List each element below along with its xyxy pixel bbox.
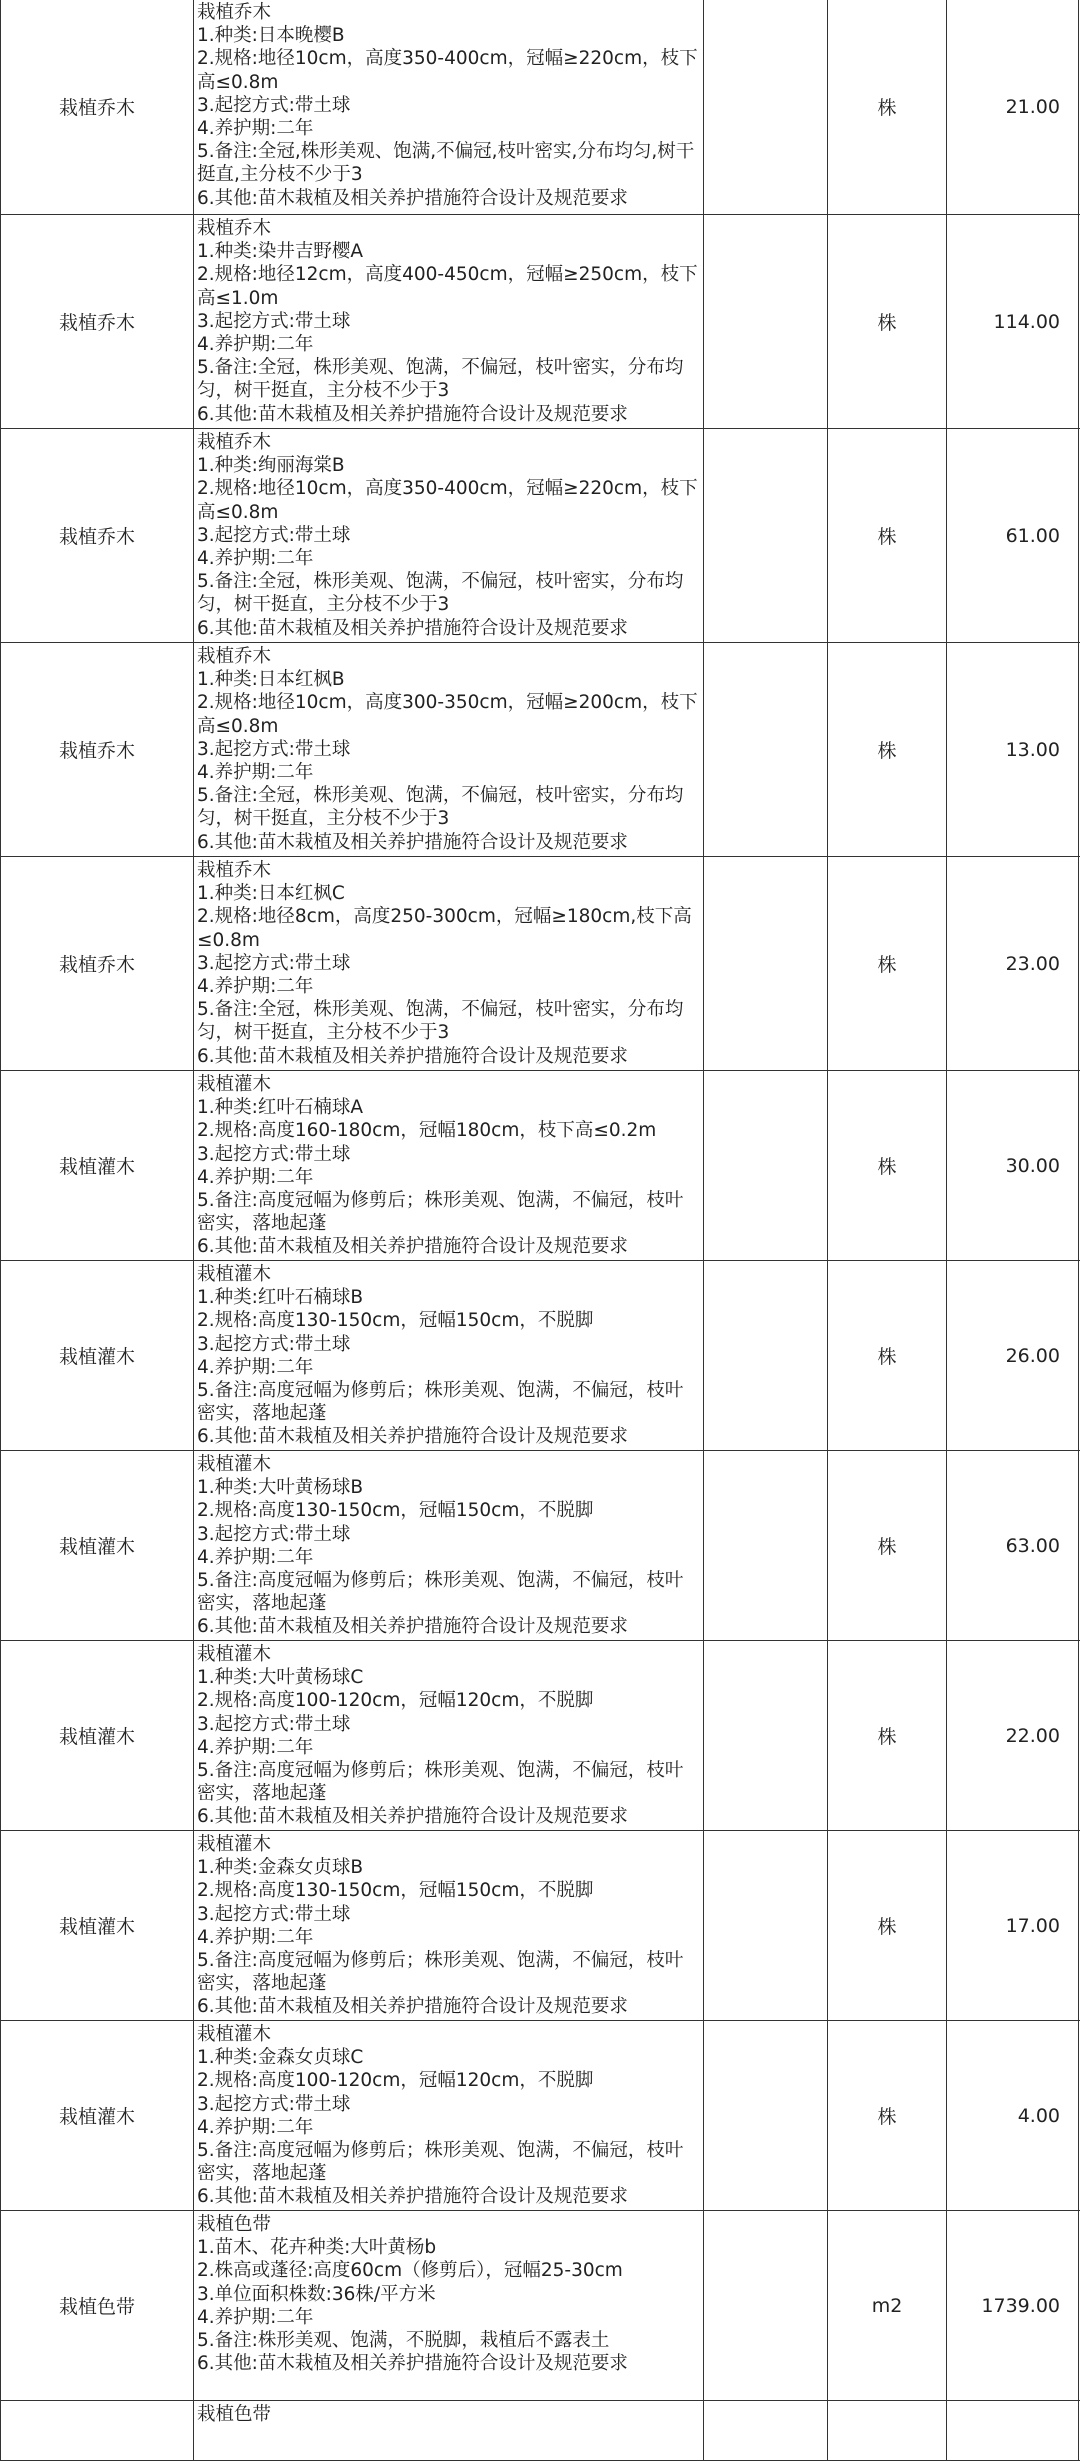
description-line: 2.规格:高度130-150cm，冠幅150cm，不脱脚	[197, 1499, 699, 1522]
table-row	[1, 0, 1080, 215]
description-line: 5.备注:全冠，株形美观、饱满，不偏冠，枝叶密实，分布均匀，树干挺直，主分枝不少于3	[197, 998, 699, 1044]
table-row	[1, 1831, 1080, 2021]
item-name-cell: 栽植灌木	[1, 1831, 194, 2021]
description-line: 栽植灌木	[197, 2023, 699, 2046]
description-line: 栽植色带	[197, 2403, 699, 2426]
description-line: 3.起挖方式:带土球	[197, 1333, 699, 1356]
unit-cell: 株	[828, 429, 947, 643]
description-line: 1.种类:大叶黄杨球C	[197, 1666, 699, 1689]
description-line: 4.养护期:二年	[197, 1356, 699, 1379]
quantity-cell: 63.00	[947, 1451, 1079, 1641]
table-row	[1, 2021, 1080, 2211]
description-line: 6.其他:苗木栽植及相关养护措施符合设计及规范要求	[197, 1425, 699, 1448]
description-line: 6.其他:苗木栽植及相关养护措施符合设计及规范要求	[197, 617, 699, 640]
description-line: 栽植乔木	[197, 1, 699, 24]
description-line: 4.养护期:二年	[197, 761, 699, 784]
description-line: 6.其他:苗木栽植及相关养护措施符合设计及规范要求	[197, 1235, 699, 1258]
item-description-cell	[194, 1641, 704, 1831]
item-description-cell	[194, 215, 704, 429]
item-name-cell: 栽植乔木	[1, 857, 194, 1071]
quantity-cell: 30.00	[947, 1071, 1079, 1261]
item-name-cell: 栽植乔木	[1, 215, 194, 429]
description-line: 2.规格:地径10cm，高度350-400cm，冠幅≥220cm，枝下高≤0.8m	[197, 477, 699, 523]
description-line: 3.起挖方式:带土球	[197, 1523, 699, 1546]
description-line: 3.起挖方式:带土球	[197, 1143, 699, 1166]
blank-cell	[704, 1641, 828, 1831]
item-name-cell: 栽植乔木	[1, 0, 194, 215]
unit-cell: 株	[828, 857, 947, 1071]
unit-cell: 株	[828, 0, 947, 215]
description-line: 3.起挖方式:带土球	[197, 94, 699, 117]
item-description-cell	[194, 2401, 704, 2461]
description-line: 栽植灌木	[197, 1833, 699, 1856]
description-line: 栽植灌木	[197, 1073, 699, 1096]
table-row	[1, 857, 1080, 1071]
unit-cell: 株	[828, 1831, 947, 2021]
description-line: 5.备注:全冠，株形美观、饱满，不偏冠，枝叶密实，分布均匀，树干挺直，主分枝不少于3	[197, 570, 699, 616]
description-line: 6.其他:苗木栽植及相关养护措施符合设计及规范要求	[197, 831, 699, 854]
unit-cell: 株	[828, 1261, 947, 1451]
description-line: 4.养护期:二年	[197, 1166, 699, 1189]
description-line: 1.种类:红叶石楠球B	[197, 1286, 699, 1309]
blank-cell	[704, 1451, 828, 1641]
description-line: 4.养护期:二年	[197, 1546, 699, 1569]
description-line: 1.种类:日本红枫B	[197, 668, 699, 691]
table-row	[1, 1641, 1080, 1831]
table-row	[1, 643, 1080, 857]
description-line: 2.规格:高度100-120cm，冠幅120cm，不脱脚	[197, 2069, 699, 2092]
table-row	[1, 1261, 1080, 1451]
description-line: 3.起挖方式:带土球	[197, 310, 699, 333]
blank-cell	[704, 643, 828, 857]
table-row	[1, 2211, 1080, 2401]
unit-cell: 株	[828, 1641, 947, 1831]
description-line: 3.起挖方式:带土球	[197, 952, 699, 975]
description-line: 1.种类:金森女贞球B	[197, 1856, 699, 1879]
unit-cell: m2	[828, 2211, 947, 2401]
description-line: 5.备注:全冠,株形美观、饱满,不偏冠,枝叶密实,分布均匀,树干挺直,主分枝不少于3	[197, 140, 699, 186]
description-line: 1.种类:染井吉野樱A	[197, 240, 699, 263]
blank-cell	[704, 429, 828, 643]
item-name-cell: 栽植色带	[1, 2211, 194, 2401]
table-row	[1, 2401, 1080, 2461]
item-description-cell	[194, 0, 704, 215]
blank-cell	[704, 1261, 828, 1451]
description-line: 2.规格:地径12cm，高度400-450cm，冠幅≥250cm，枝下高≤1.0m	[197, 263, 699, 309]
description-line: 6.其他:苗木栽植及相关养护措施符合设计及规范要求	[197, 1805, 699, 1828]
description-line: 6.其他:苗木栽植及相关养护措施符合设计及规范要求	[197, 2185, 699, 2208]
item-description-cell	[194, 1071, 704, 1261]
description-line: 栽植灌木	[197, 1643, 699, 1666]
item-name-cell: 栽植灌木	[1, 2021, 194, 2211]
item-description-cell	[194, 2211, 704, 2401]
blank-cell	[704, 2021, 828, 2211]
item-description-cell	[194, 1451, 704, 1641]
item-name-cell	[1, 2401, 194, 2461]
description-line: 1.种类:绚丽海棠B	[197, 454, 699, 477]
description-line: 4.养护期:二年	[197, 547, 699, 570]
description-line: 3.起挖方式:带土球	[197, 1903, 699, 1926]
quantity-cell: 61.00	[947, 429, 1079, 643]
description-line: 1.种类:金森女贞球C	[197, 2046, 699, 2069]
description-line: 1.种类:大叶黄杨球B	[197, 1476, 699, 1499]
description-line: 2.规格:高度160-180cm，冠幅180cm，枝下高≤0.2m	[197, 1119, 699, 1142]
description-line: 2.规格:地径10cm，高度300-350cm，冠幅≥200cm，枝下高≤0.8m	[197, 691, 699, 737]
description-line: 栽植乔木	[197, 645, 699, 668]
blank-cell	[704, 2211, 828, 2401]
item-description-cell	[194, 857, 704, 1071]
description-line: 栽植色带	[197, 2213, 699, 2236]
description-line: 2.规格:高度100-120cm，冠幅120cm，不脱脚	[197, 1689, 699, 1712]
description-line: 6.其他:苗木栽植及相关养护措施符合设计及规范要求	[197, 2352, 699, 2375]
table-row	[1, 215, 1080, 429]
description-line: 栽植灌木	[197, 1263, 699, 1286]
description-line: 5.备注:高度冠幅为修剪后；株形美观、饱满，不偏冠，枝叶密实，落地起蓬	[197, 1379, 699, 1425]
item-description-cell	[194, 429, 704, 643]
description-line: 2.规格:地径8cm，高度250-300cm，冠幅≥180cm,枝下高≤0.8m	[197, 905, 699, 951]
blank-cell	[704, 2401, 828, 2461]
table-row	[1, 1451, 1080, 1641]
quantity-cell: 23.00	[947, 857, 1079, 1071]
description-line: 1.种类:日本红枫C	[197, 882, 699, 905]
description-line: 5.备注:高度冠幅为修剪后；株形美观、饱满，不偏冠，枝叶密实，落地起蓬	[197, 1949, 699, 1995]
quantity-cell: 22.00	[947, 1641, 1079, 1831]
quantity-cell: 17.00	[947, 1831, 1079, 2021]
description-line: 6.其他:苗木栽植及相关养护措施符合设计及规范要求	[197, 403, 699, 426]
unit-cell: 株	[828, 2021, 947, 2211]
description-line: 6.其他:苗木栽植及相关养护措施符合设计及规范要求	[197, 1995, 699, 2018]
quantity-cell: 1739.00	[947, 2211, 1079, 2401]
table-row	[1, 429, 1080, 643]
description-line: 5.备注:全冠，株形美观、饱满，不偏冠，枝叶密实，分布均匀，树干挺直，主分枝不少于3	[197, 356, 699, 402]
item-name-cell: 栽植乔木	[1, 429, 194, 643]
description-line: 3.单位面积株数:36株/平方米	[197, 2283, 699, 2306]
description-line: 5.备注:株形美观、饱满，不脱脚，栽植后不露表土	[197, 2329, 699, 2352]
item-name-cell: 栽植灌木	[1, 1641, 194, 1831]
description-line: 栽植灌木	[197, 1453, 699, 1476]
description-line: 4.养护期:二年	[197, 1736, 699, 1759]
description-line: 4.养护期:二年	[197, 2116, 699, 2139]
description-line: 3.起挖方式:带土球	[197, 738, 699, 761]
quantity-cell: 21.00	[947, 0, 1079, 215]
description-line: 2.规格:高度130-150cm，冠幅150cm，不脱脚	[197, 1879, 699, 1902]
description-line: 栽植乔木	[197, 217, 699, 240]
description-line: 栽植乔木	[197, 431, 699, 454]
description-line: 1.种类:红叶石楠球A	[197, 1096, 699, 1119]
unit-cell: 株	[828, 215, 947, 429]
quantity-cell	[947, 2401, 1079, 2461]
description-line: 5.备注:高度冠幅为修剪后；株形美观、饱满，不偏冠，枝叶密实，落地起蓬	[197, 1189, 699, 1235]
item-name-cell: 栽植灌木	[1, 1261, 194, 1451]
item-name-cell: 栽植灌木	[1, 1451, 194, 1641]
description-line: 5.备注:高度冠幅为修剪后；株形美观、饱满，不偏冠，枝叶密实，落地起蓬	[197, 2139, 699, 2185]
quantity-cell: 4.00	[947, 2021, 1079, 2211]
blank-cell	[704, 0, 828, 215]
item-name-cell: 栽植灌木	[1, 1071, 194, 1261]
description-line: 6.其他:苗木栽植及相关养护措施符合设计及规范要求	[197, 1615, 699, 1638]
blank-cell	[704, 215, 828, 429]
description-line: 2.规格:地径10cm，高度350-400cm，冠幅≥220cm，枝下高≤0.8m	[197, 47, 699, 93]
description-line: 4.养护期:二年	[197, 1926, 699, 1949]
description-line: 1.苗木、花卉种类:大叶黄杨b	[197, 2236, 699, 2259]
description-line: 4.养护期:二年	[197, 117, 699, 140]
description-line: 4.养护期:二年	[197, 975, 699, 998]
description-line: 4.养护期:二年	[197, 2306, 699, 2329]
item-description-cell	[194, 1831, 704, 2021]
item-description-cell	[194, 2021, 704, 2211]
description-line: 3.起挖方式:带土球	[197, 524, 699, 547]
blank-cell	[704, 857, 828, 1071]
unit-cell: 株	[828, 1451, 947, 1641]
description-line: 栽植乔木	[197, 859, 699, 882]
blank-cell	[704, 1071, 828, 1261]
table-row	[1, 1071, 1080, 1261]
item-description-cell	[194, 1261, 704, 1451]
description-line: 2.株高或蓬径:高度60cm（修剪后），冠幅25-30cm	[197, 2259, 699, 2282]
description-line: 6.其他:苗木栽植及相关养护措施符合设计及规范要求	[197, 187, 699, 210]
description-line: 5.备注:高度冠幅为修剪后；株形美观、饱满，不偏冠，枝叶密实，落地起蓬	[197, 1569, 699, 1615]
quantity-cell: 26.00	[947, 1261, 1079, 1451]
unit-cell: 株	[828, 1071, 947, 1261]
item-name-cell: 栽植乔木	[1, 643, 194, 857]
description-line: 6.其他:苗木栽植及相关养护措施符合设计及规范要求	[197, 1045, 699, 1068]
description-line: 5.备注:全冠，株形美观、饱满，不偏冠，枝叶密实，分布均匀，树干挺直，主分枝不少于3	[197, 784, 699, 830]
description-line: 3.起挖方式:带土球	[197, 2093, 699, 2116]
item-description-cell	[194, 643, 704, 857]
description-line: 2.规格:高度130-150cm，冠幅150cm，不脱脚	[197, 1309, 699, 1332]
blank-cell	[704, 1831, 828, 2021]
description-line: 3.起挖方式:带土球	[197, 1713, 699, 1736]
quantity-cell: 13.00	[947, 643, 1079, 857]
quantity-cell: 114.00	[947, 215, 1079, 429]
unit-cell	[828, 2401, 947, 2461]
description-line: 1.种类:日本晚樱B	[197, 24, 699, 47]
description-line: 5.备注:高度冠幅为修剪后；株形美观、饱满，不偏冠，枝叶密实，落地起蓬	[197, 1759, 699, 1805]
unit-cell: 株	[828, 643, 947, 857]
description-line: 4.养护期:二年	[197, 333, 699, 356]
